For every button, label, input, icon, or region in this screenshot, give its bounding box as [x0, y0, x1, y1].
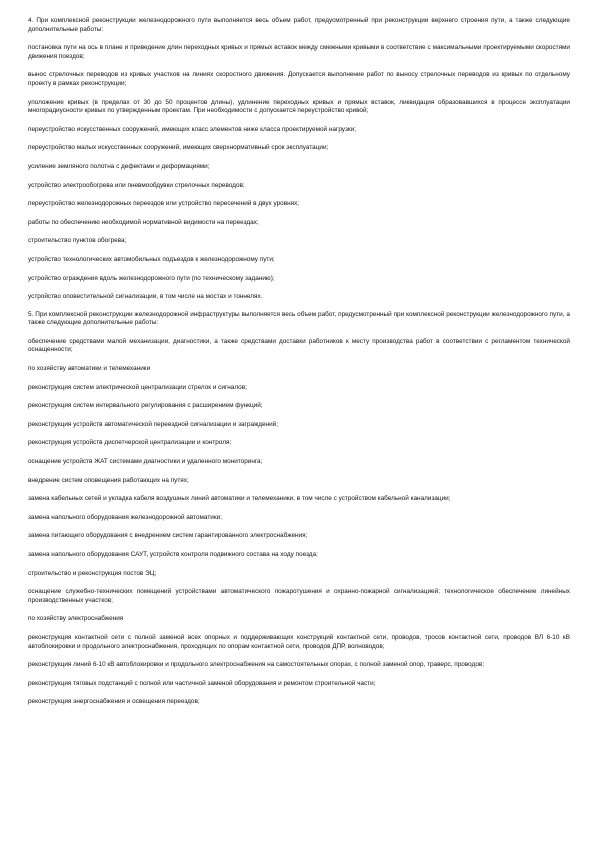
paragraph-9: переустройство железнодорожных переездов или устройство пересечений в двух уровнях; [28, 200, 300, 208]
paragraph-15: 5. При комплексной реконструкции железнодорожной инфраструктуры выполняется весь объем работ, предусмотренный при комплексной реконструкции железнодорожного пути, а также следующие дополнительные работы: [28, 310, 570, 327]
paragraph-18: реконструкция систем электрической централизации стрелок и сигналов; [28, 383, 247, 391]
paragraph-6: переустройство малых искусственных сооружений, имеющих сверхнормативный срок эксплуатации; [28, 144, 329, 152]
paragraph-11: строительство пунктов обогрева; [28, 237, 127, 245]
paragraph-27: замена напольного оборудования САУТ, устройств контроля подвижного состава на ходу поезда; [28, 551, 318, 558]
paragraph-4: уположение кривых (в пределах от 30 до 50 процентов длины), удлинение переходных кривых и прямых вставок, ликвидация образовавшихся в процессе эксплуатации многорадиусности кривых по утвержденным проектам. При необходимости с допускается переустройство кривой; [28, 98, 570, 115]
paragraph-23: внедрение систем оповещения работающих на путях; [28, 476, 189, 484]
section-heading-power-supply: по хозяйству электроснабжения [28, 615, 124, 623]
paragraph-21: реконструкция устройств диспетчерской централизации и контроля; [28, 439, 232, 447]
paragraph-7: усиление земляного полотна с дефектами и деформациями; [28, 162, 210, 170]
paragraph-24: замена кабельных сетей и укладка кабеля воздушных линий автоматики и телемеханики, в том числе с устройством кабельной канализации; [28, 495, 451, 503]
paragraph-25: замена напольного оборудования железнодорожной автоматики; [28, 513, 222, 521]
paragraph-20: реконструкция устройств автоматической переездной сигнализации и заграждений; [28, 420, 278, 428]
paragraph-2: постановка пути на ось в плане и приведение длин переходных кривых и прямых вставок между смежными кривыми в соответствие с максимальными проектируемыми скоростями движения поездов; [28, 44, 570, 60]
paragraph-3: вынос стрелочных переводов из кривых участков на линиях скоростного движения. Допускается выполнение работ по выносу стрелочных переводов из кривых по отдельному проекту в рамках реконструкции; [28, 71, 570, 87]
paragraph-22: оснащение устройств ЖАТ системами диагностики и удаленного мониторинга; [28, 458, 263, 466]
paragraph-32: реконструкция линий 6-10 кВ автоблокировки и продольного электроснабжения на самостоятельных опорах, с полной заменой опор, траверс, проводов; [28, 661, 485, 669]
paragraph-33: реконструкция тяговых подстанций с полной или частичной заменой оборудования и ремонтом строительной части; [28, 679, 376, 687]
paragraph-34: реконструкция энергоснабжения и освещения переездов; [28, 698, 200, 706]
paragraph-5: переустройство искусственных сооружений, имеющих класс элементов ниже класса проектируемой нагрузки; [28, 125, 357, 133]
paragraph-29: оснащение служебно-технических помещений устройствами автоматического пожаротушения и охранно-пожарной сигнализацией; технологическое обеспечение линейных производственных участков; [28, 588, 570, 604]
paragraph-8: устройство электрообогрева или пневмообдувки стрелочных переводов; [28, 181, 245, 189]
paragraph-19: реконструкция систем интервального регулирования с расширением функций; [28, 402, 263, 410]
paragraph-12: устройство технологических автомобильных подъездов к железнодорожному пути; [28, 255, 275, 263]
paragraph-28: строительство и реконструкция постов ЭЦ; [28, 569, 157, 577]
paragraph-14: устройство оповестительной сигнализации, в том числе на мостах и тоннелях. [28, 293, 263, 301]
paragraph-16: обеспечение средствами малой механизации, диагностики, а также средствами доставки работников к месту производства работ в соответствии с регламентом технической оснащенности; [28, 337, 570, 354]
paragraph-1: 4. При комплексной реконструкции железнодорожного пути выполняется весь объем работ, предусмотренный при реконструкции верхнего строения пути, а также следующие дополнительные работы: [28, 17, 570, 33]
section-heading-automation: по хозяйству автоматики и телемеханики [28, 365, 151, 373]
paragraph-13: устройство ограждения вдоль железнодорожного пути (по техническому заданию); [28, 274, 275, 282]
paragraph-10: работы по обеспечению необходимой нормативной видимости на переездах; [28, 218, 259, 226]
paragraph-31: реконструкция контактной сети с полной заменой всех опорных и поддерживающих конструкций контактной сети, проводов, тросов контактной сети, проводов ВЛ 6-10 кВ автоблокировки и продольного электроснабжения, проходящих по опорам контактной сети, проводов ДПР, волноводов; [28, 633, 570, 650]
paragraph-26: замена питающего оборудования с внедрением систем гарантированного электроснабжения; [28, 532, 308, 540]
